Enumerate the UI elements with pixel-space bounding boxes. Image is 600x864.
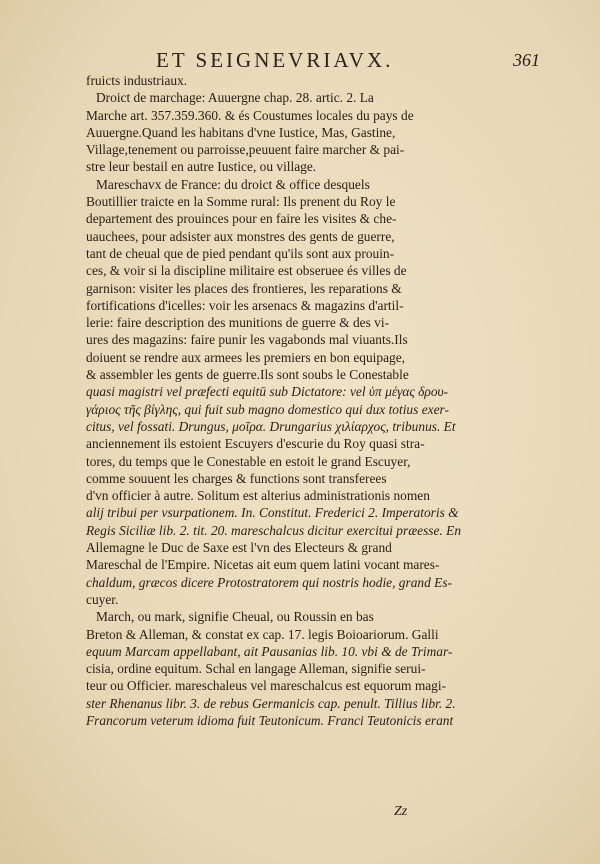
- text-line: Breton & Alleman, & constat ex cap. 17. legis Boioariorum. Galli: [86, 626, 439, 642]
- text-line: γάριος τῆς βίγλης, qui fuit sub magno domestico qui dux totius exer-: [86, 401, 449, 417]
- text-line: d'vn officier à autre. Solitum est alterius administrationis nomen: [86, 488, 430, 504]
- text-line: equum Marcam appellabant, ait Pausanias lib. 10. vbi & de Trimar-: [86, 643, 453, 659]
- text-line: uauchees, pour adsister aux monstres des gents de guerre,: [86, 228, 395, 244]
- text-line: quasi magistri vel præfecti equitū sub Dictatore: vel ὑπ μέγας δρου-: [86, 384, 449, 400]
- text-block: [86, 72, 478, 729]
- text-line: doiuent se rendre aux armees les premiers en bon equipage,: [86, 349, 406, 365]
- text-line: lerie: faire description des munitions de guerre & des vi-: [86, 315, 390, 331]
- text-line: alij tribui per vsurpationem. In. Constitut. Frederici 2. Imperatoris &: [86, 505, 459, 521]
- text-line: tores, du temps que le Conestable en estoit le grand Escuyer,: [86, 453, 411, 469]
- text-line: Allemagne le Duc de Saxe est l'vn des Electeurs & grand: [86, 540, 392, 556]
- text-line: teur ou Officier. mareschaleus vel mareschalcus est equorum magi-: [86, 678, 447, 694]
- text-line: tant de cheual que de pied pendant qu'ils sont aux prouin-: [86, 245, 395, 261]
- text-line: departement des prouinces pour en faire les visites & che-: [86, 211, 397, 227]
- text-line: & assembler les gents de guerre.Ils sont soubs le Conestable: [86, 367, 409, 383]
- text-line: anciennement ils estoient Escuyers d'escurie du Roy quasi stra-: [86, 436, 425, 452]
- text-line: Mareschal de l'Empire. Nicetas ait eum quem latini vocant mares-: [86, 557, 440, 573]
- text-line: Droict de marchage: Auuergne chap. 28. artic. 2. La: [96, 90, 374, 106]
- text-line: Boutillier traicte en la Somme rural: Ils prenent du Roy le: [86, 194, 396, 210]
- text-line: fruicts industriaux.: [86, 73, 188, 88]
- text-line: garnison: visiter les places des frontieres, les reparations &: [86, 280, 402, 296]
- text-line: stre leur bestail en autre Iustice, ou village.: [86, 159, 317, 175]
- text-line: March, ou mark, signifie Cheual, ou Roussin en bas: [96, 609, 374, 625]
- page-number: 361: [513, 50, 540, 70]
- text-line: ster Rhenanus libr. 3. de rebus Germanicis cap. penult. Tillius libr. 2.: [86, 695, 456, 711]
- text-line: Auuergne.Quand les habitans d'vne Iustice, Mas, Gastine,: [86, 124, 396, 140]
- text-line: chaldum, græcos dicere Protostratorem qui nostris hodie, grand Es-: [86, 574, 452, 590]
- text-line: Mareschavx de France: du droict & office desquels: [96, 176, 370, 192]
- text-line: Village,tenement ou parroisse,peuuent faire marcher & pai-: [86, 142, 405, 158]
- text-line: comme souuent les charges & functions sont transferees: [86, 470, 387, 486]
- text-line: cisia, ordine equitum. Schal en langage Alleman, signifie serui-: [86, 661, 426, 677]
- text-line: fortifications d'icelles: voir les arsenacs & magazins d'artil-: [86, 297, 404, 313]
- text-line: Marche art. 357.359.360. & és Coustumes locales du pays de: [86, 107, 414, 123]
- text-line: ces, & voir si la discipline militaire est obseruee és villes de: [86, 263, 407, 279]
- text-line: citus, vel fossati. Drungus, μοῖρα. Drungarius χιλίαρχος, tribunus. Et: [86, 418, 456, 434]
- text-line: Regis Siciliæ lib. 2. tit. 20. mareschalcus dicitur exercitui præesse. En: [86, 522, 462, 538]
- text-line: Francorum veterum idioma fuit Teutonicum. Franci Teutonicis erant: [86, 712, 454, 728]
- text-line: ures des magazins: faire punir les vagabonds mal viuants.Ils: [86, 332, 408, 348]
- text-line: cuyer.: [86, 591, 119, 607]
- running-head: ET SEIGNEVRIAVX.: [156, 48, 394, 72]
- catchword: Zz: [394, 804, 408, 819]
